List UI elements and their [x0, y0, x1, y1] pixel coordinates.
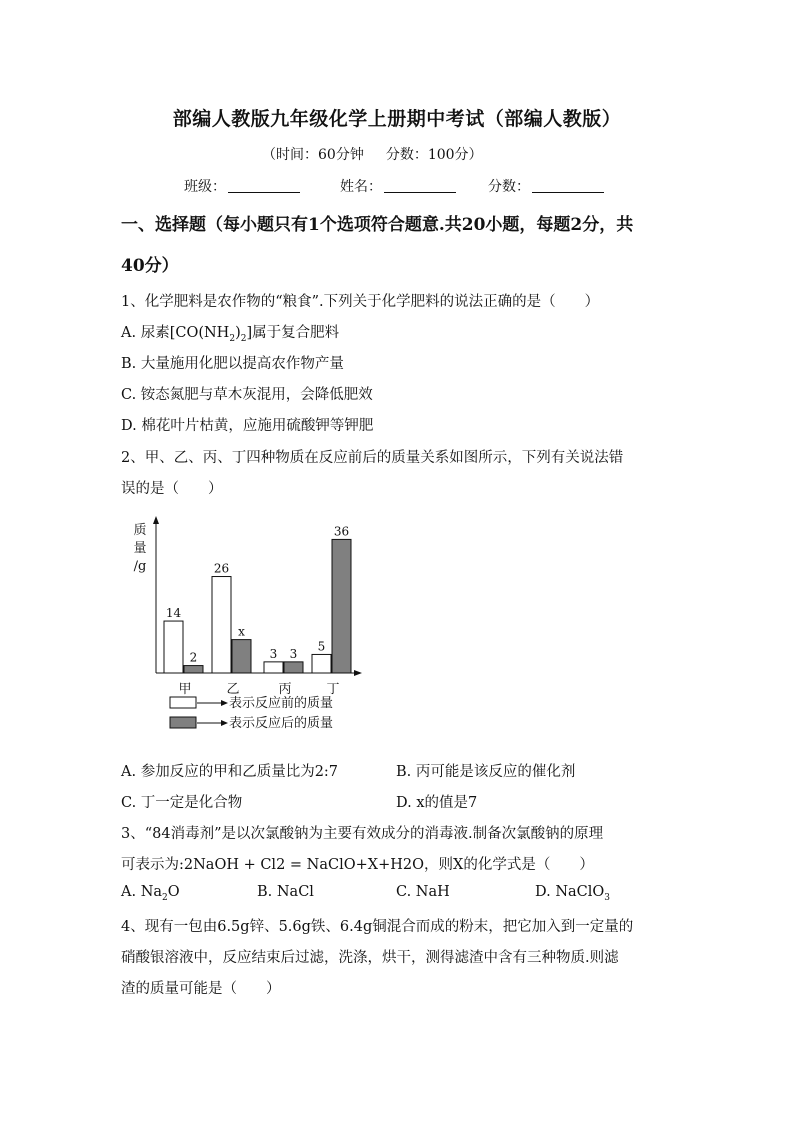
category-label: 乙: [226, 682, 240, 697]
mass-bar-chart: [118, 510, 378, 750]
y-axis-label: 量: [133, 541, 147, 556]
data-label: x: [238, 624, 245, 639]
bar: [264, 662, 283, 673]
q2-option-d[interactable]: D. x的值是7: [396, 795, 478, 811]
data-label: 5: [317, 639, 326, 654]
q3-option-b[interactable]: B. NaCl: [257, 884, 314, 900]
data-label: 36: [333, 524, 350, 539]
total-score: 分数：100分）: [385, 147, 483, 163]
chart-svg: [118, 510, 378, 750]
bar: [164, 621, 183, 673]
legend-swatch: [170, 697, 196, 708]
q4-stem: 4、现有一包由6.5g锌、5.6g铁、6.4g铜混合而成的粉末，把它加入到一定量的: [121, 919, 634, 935]
bar: [332, 539, 351, 673]
bar: [312, 654, 331, 673]
section-heading-cont: 40分）: [121, 256, 179, 276]
q1-option-a[interactable]: A. 尿素$[CO(NH_2)_2]$属于复合肥料: [121, 325, 340, 344]
q3-stem-cont: 可表示为:2NaOH + Cl2 = NaClO+X+H2O，则X的化学式是（ ）: [121, 857, 594, 873]
q4-stem-cont: 硝酸银溶液中，反应结束后过滤，洗涤，烘干，测得滤渣中含有三种物质.则滤: [121, 950, 619, 966]
bar: [232, 640, 251, 673]
data-label: 3: [269, 646, 278, 661]
y-axis-label: 质: [133, 523, 147, 538]
q1-stem: 1、化学肥料是农作物的“粮食”.下列关于化学肥料的说法正确的是（ ）: [121, 294, 600, 310]
data-label: 26: [213, 561, 230, 576]
data-label: 3: [289, 646, 298, 661]
bar: [212, 577, 231, 673]
legend-arrow-head: [221, 720, 228, 726]
q1-option-c[interactable]: C. 铵态氮肥与草木灰混用，会降低肥效: [121, 387, 373, 403]
q1-option-b[interactable]: B. 大量施用化肥以提高农作物产量: [121, 356, 344, 372]
name-field: 姓名：: [340, 176, 456, 196]
score-blank[interactable]: [532, 178, 604, 193]
category-label: 丁: [326, 682, 340, 697]
category-label: 甲: [178, 682, 192, 697]
section-heading: 一、选择题（每小题只有1个选项符合题意.共20小题，每题2分，共: [121, 215, 634, 235]
data-label: 2: [189, 650, 198, 665]
legend-arrow-head: [221, 700, 228, 706]
q2-option-c[interactable]: C. 丁一定是化合物: [121, 795, 243, 811]
name-blank[interactable]: [384, 178, 456, 193]
q2-stem-cont: 误的是（ ）: [121, 481, 223, 497]
legend-label: 表示反应后的质量: [229, 716, 334, 731]
q3-option-c[interactable]: C. NaH: [396, 884, 450, 900]
time-limit: （时间：60分钟: [262, 147, 364, 163]
page-title: 部编人教版九年级化学上册期中考试（部编人教版）: [172, 108, 622, 130]
y-axis-arrow: [153, 516, 159, 524]
q3-option-a[interactable]: A. $Na_2O$: [121, 884, 180, 903]
score-field: 分数：: [488, 176, 604, 196]
y-axis-label: /g: [133, 559, 147, 574]
legend-label: 表示反应前的质量: [229, 696, 334, 711]
data-label: 14: [165, 606, 182, 621]
bar: [184, 666, 203, 673]
q1-option-d[interactable]: D. 棉花叶片枯黄，应施用硫酸钾等钾肥: [121, 418, 374, 434]
q3-stem: 3、“84消毒剂”是以次氯酸钠为主要有效成分的消毒液.制备次氯酸钠的原理: [121, 826, 604, 842]
q2-option-a[interactable]: A. 参加反应的甲和乙质量比为2:7: [121, 764, 339, 780]
category-label: 丙: [278, 682, 292, 697]
q2-stem: 2、甲、乙、丙、丁四种物质在反应前后的质量关系如图所示，下列有关说法错: [121, 450, 624, 466]
bar: [284, 662, 303, 673]
exam-meta: [262, 144, 483, 164]
class-field: 班级：: [184, 176, 300, 196]
q4-stem-cont2: 渣的质量可能是（ ）: [121, 981, 281, 997]
legend-swatch: [170, 717, 196, 728]
q2-option-b[interactable]: B. 丙可能是该反应的催化剂: [396, 764, 576, 780]
q3-option-d[interactable]: D. NaClO$_3$: [535, 884, 611, 903]
class-blank[interactable]: [228, 178, 300, 193]
x-axis-arrow: [354, 670, 362, 676]
